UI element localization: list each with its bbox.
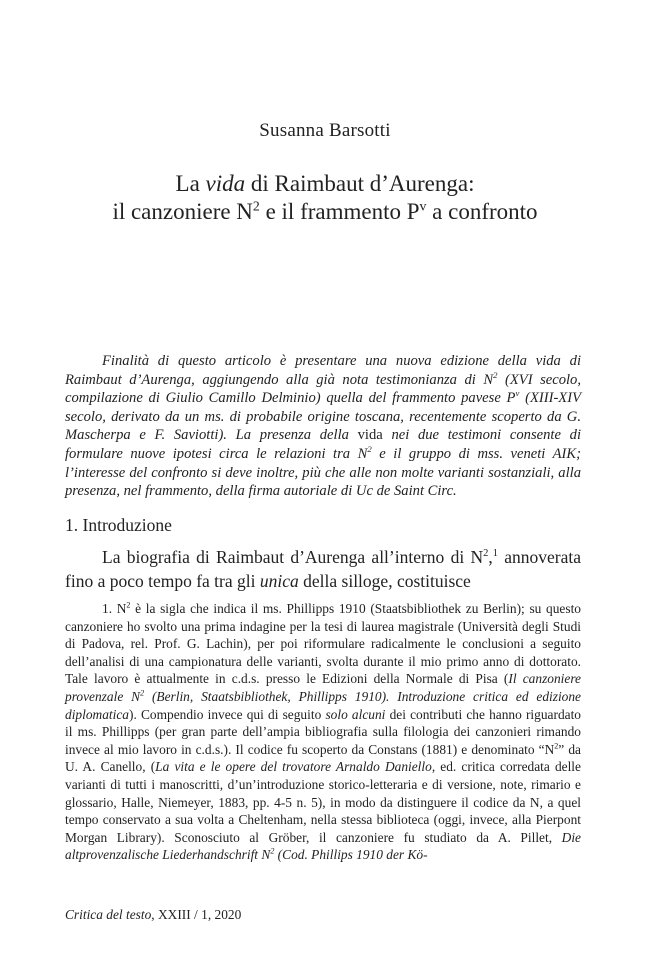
section-heading: 1. Introduzione [65,515,172,535]
body-paragraph: La biografia di Raimbaut d’Aurenga all’interno di $N^2,^1$ annoverata fino a poco tempo fa tra gli unica della silloge, costituisce [65,547,581,591]
page-footer [65,907,241,923]
footnote-1: 1. $N^2$ è la sigla che indica il ms. Phillipps 1910 (Staatsbibliothek zu Berlin); su questo canzoniere ho svolto una prima indagine per la tesi di laurea magistrale (Università degli Studi di Padova, rel. Prof. G. Lachin), per poi riformulare radicalmente le conclusioni a seguito dell’analisi di una campionatura delle varianti, svolta durante il mio primo anno di dottorato. Tale lavoro è attualmente in c.d.s. presso le Edizioni della Normale di Pisa (Il canzoniere provenzale $N^2$ (Berlin, Staatsbibliothek, Phillipps 1910). Introduzione critica ed edizione diplomatica). Compendio invece qui di seguito solo alcuni dei contributi che hanno riguardato il ms. Phillipps (per gran parte dell’ampia bibliografia sulla filologia dei canzonieri rimando invece al mio lavoro in c.d.s.). Il codice fu scoperto da Constans (1881) e denominato “$N^2$” da U. A. Canello, (La vita e le opere del trovatore Arnaldo Daniello, ed. critica corredata delle varianti di tutti i manoscritti, d’un’introduzione storico-letteraria e di versione, note, rimario e glossario, Halle, Niemeyer, 1883, pp. 4-5 n. 5), in modo da distinguere il codice da N, a quel tempo conservato a sua volta a Cheltenham, nella stessa biblioteca (oggi, invece, alla Pierpont Morgan Library). Sconosciuto al Gröber, il canzoniere fu studiato da A. Pillet, Die altprovenzalische Liederhandschrift $N^2$ (Cod. Phillips 1910 der Kö- [65,600,582,863]
journal-issue: , XXIII / 1, 2020 [151,907,242,922]
abstract: Finalità di questo articolo è presentare una nuova edizione della vida di Raimbaut d’Aurenga, aggiungendo alla già nota testimonianza di $N^2$ (XVI secolo, compilazione di Giulio Camillo Delminio) quella del frammento pavese $P^v$ (XIII-XIV secolo, derivato da un ms. di probabile origine toscana, recentemente scoperto da G. Mascherpa e F. Saviotti). La presenza della vida nei due testimoni consente di formulare nuove ipotesi circa le relazioni tra $N^2$ e il gruppo di mss. veneti AIK; l’interesse del confronto si deve inoltre, più che alle non molte varianti sostanziali, alla presenza, nel frammento, della firma autoriale di Uc de Saint Circ. [65,353,582,500]
article-title-line-1: La vida di Raimbaut d’Aurenga: [175,171,475,196]
article-title-line-2: il canzoniere $N^2$ e il frammento $P^v$ a confronto [112,198,538,224]
author-name: Susanna Barsotti [259,120,391,141]
journal-name: Critica del testo [65,907,152,922]
footnote-reference[interactable]: 1 [492,548,498,560]
title-vida-italic: vida [205,171,246,196]
